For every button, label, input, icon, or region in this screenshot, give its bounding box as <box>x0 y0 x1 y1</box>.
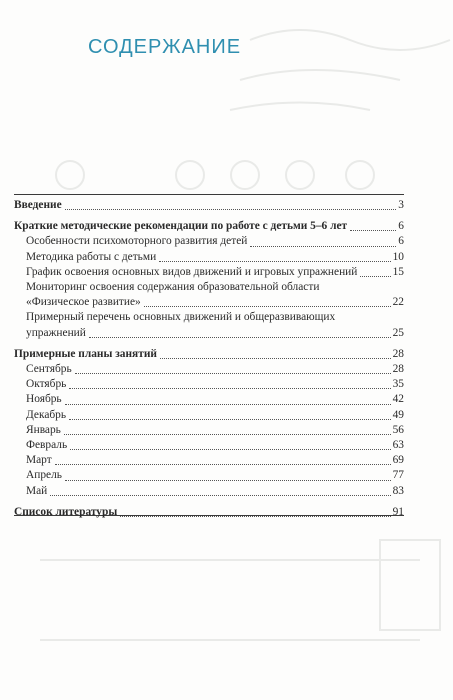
leader-dots <box>50 495 390 496</box>
page-title: СОДЕРЖАНИЕ <box>88 36 242 58</box>
toc-entry-april[interactable] <box>14 468 404 483</box>
toc-entry-psychomotor[interactable] <box>14 234 404 249</box>
toc-entry-label: Введение <box>14 199 62 211</box>
toc-entry-introduction[interactable] <box>14 198 404 213</box>
toc-entry-label: Особенности психомоторного развития детей <box>26 235 248 248</box>
toc-entry-label: Краткие методические рекомендации по работе с детьми 5–6 лет <box>14 220 348 233</box>
toc-entry-november[interactable] <box>14 392 404 407</box>
toc-page-number: 6 <box>398 220 404 233</box>
toc-page-number: 15 <box>392 265 404 278</box>
toc-entry-bibliography[interactable] <box>14 505 404 520</box>
leader-dots <box>64 434 391 435</box>
toc-page-number: 25 <box>392 326 404 339</box>
toc-entry-label: Май <box>26 484 48 497</box>
toc-entry-march[interactable] <box>14 453 404 468</box>
toc-entry-label: График освоения основных видов движений и игровых упражнений <box>26 265 358 278</box>
leader-dots <box>160 358 391 359</box>
leader-dots <box>360 276 390 277</box>
leader-dots <box>250 246 396 247</box>
toc-entry-label: Февраль <box>26 439 68 452</box>
leader-dots <box>69 419 391 420</box>
toc-entry-may[interactable] <box>14 484 404 499</box>
toc-entry-schedule[interactable] <box>14 265 404 280</box>
toc-entry-label-line1: Примерный перечень основных движений и общеразвивающих <box>26 311 336 324</box>
toc-entry-label: Март <box>26 454 52 467</box>
leader-dots <box>65 209 397 210</box>
toc-page-number: 49 <box>392 408 404 421</box>
toc-page-number: 6 <box>398 235 404 248</box>
leader-dots <box>75 373 391 374</box>
toc-page-number: 3 <box>398 199 404 211</box>
toc-page-number: 56 <box>392 423 404 436</box>
toc-page-number: 28 <box>392 347 404 360</box>
toc-entry-january[interactable] <box>14 423 404 438</box>
toc-entry-label: Октябрь <box>26 378 67 391</box>
toc-entry-label: Сентябрь <box>26 363 72 376</box>
leader-dots <box>69 388 390 389</box>
leader-dots <box>120 516 390 517</box>
toc-page-number: 63 <box>392 439 404 452</box>
leader-dots <box>55 464 391 465</box>
toc-page-number: 28 <box>392 363 404 376</box>
toc-entry-lesson-plans[interactable] <box>14 347 404 362</box>
toc-page-number: 35 <box>392 378 404 391</box>
toc-page-number: 91 <box>392 505 404 518</box>
toc-page-number: 22 <box>392 296 404 309</box>
toc-entry-exercise-list[interactable] <box>14 310 404 340</box>
leader-dots <box>159 261 390 262</box>
toc-entry-december[interactable] <box>14 408 404 423</box>
toc-entry-label: Примерные планы занятий <box>14 347 157 360</box>
leader-dots <box>350 230 396 231</box>
toc-entry-label-line1: Мониторинг освоения содержания образовательной области <box>26 281 320 294</box>
toc-entry-monitoring[interactable] <box>14 280 404 310</box>
toc-entry-label: Ноябрь <box>26 393 62 406</box>
toc-page-number: 10 <box>392 250 404 263</box>
toc-entry-methodology[interactable] <box>14 250 404 265</box>
toc-entry-label: Список литературы <box>14 505 118 518</box>
toc-page-number: 83 <box>392 484 404 497</box>
toc-entry-label-line2: «Физическое развитие» <box>26 296 141 309</box>
toc-page-number: 77 <box>392 469 404 482</box>
toc-entry-label: Декабрь <box>26 408 67 421</box>
toc-entry-september[interactable] <box>14 362 404 377</box>
leader-dots <box>65 480 391 481</box>
toc-entry-label-line2: упражнений <box>26 326 86 339</box>
table-of-contents <box>14 194 404 516</box>
toc-entry-february[interactable] <box>14 438 404 453</box>
leader-dots <box>65 404 391 405</box>
toc-entry-recommendations[interactable] <box>14 219 404 234</box>
toc-page-number: 69 <box>392 454 404 467</box>
toc-entry-october[interactable] <box>14 377 404 392</box>
toc-entry-label: Январь <box>26 423 61 436</box>
toc-page-number: 42 <box>392 393 404 406</box>
leader-dots <box>70 449 390 450</box>
toc-entry-label: Апрель <box>26 469 62 482</box>
toc-entry-label: Методика работы с детьми <box>26 250 157 263</box>
leader-dots <box>89 337 391 338</box>
leader-dots <box>144 306 391 307</box>
